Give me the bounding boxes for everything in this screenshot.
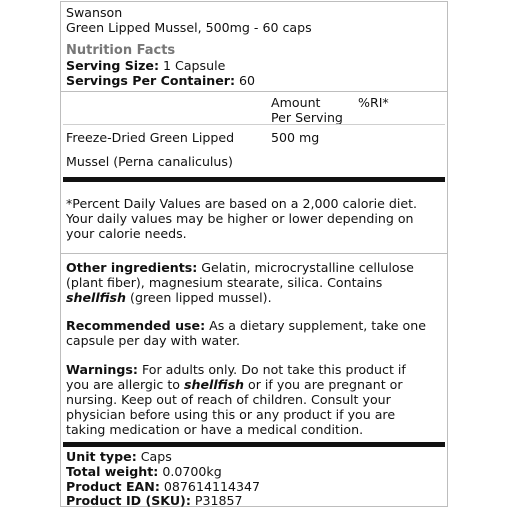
product-ean-row	[66, 479, 260, 494]
product-sku-value: P31857	[194, 493, 243, 508]
brand-name: Swanson	[66, 5, 123, 20]
recommended-use-text: As a dietary supplement, take one	[209, 318, 426, 333]
unit-type-row	[66, 449, 172, 464]
total-weight-label: Total weight:	[66, 464, 159, 479]
recommended-use	[66, 318, 444, 348]
thick-divider	[63, 442, 445, 447]
warnings-text: physician before using this or any product if you are	[66, 407, 396, 422]
amount-header-line1: Amount	[271, 95, 321, 110]
amount-header-line2: Per Serving	[271, 110, 343, 125]
servings-label: Servings Per Container:	[66, 73, 236, 88]
ingredient-name-line2: Mussel (Perna canaliculus)	[66, 154, 233, 169]
other-ingredients-text: Gelatin, microcrystalline cellulose	[201, 260, 414, 275]
divider	[61, 253, 447, 254]
ingredient-name-line1: Freeze-Dried Green Lipped	[66, 130, 235, 145]
serving-size-row	[66, 58, 225, 73]
other-ingredients-text: (green lipped mussel).	[130, 290, 272, 305]
product-sku-row	[66, 493, 243, 508]
shellfish-allergen: shellfish	[66, 290, 127, 305]
serving-size-label: Serving Size:	[66, 58, 160, 73]
servings-value: 60	[239, 73, 256, 88]
unit-type-value: Caps	[140, 449, 172, 464]
ri-header: %RI*	[358, 95, 389, 110]
other-ingredients	[66, 260, 444, 305]
recommended-use-text: capsule per day with water.	[66, 333, 240, 348]
warnings-text: you are allergic to	[66, 377, 180, 392]
footnote-line: your calorie needs.	[66, 226, 187, 241]
unit-type-label: Unit type:	[66, 449, 137, 464]
total-weight-value: 0.0700kg	[162, 464, 222, 479]
daily-value-footnote	[66, 196, 444, 241]
footnote-line: Your daily values may be higher or lower depending on	[66, 211, 414, 226]
warnings-text: taking medication or have a medical condition.	[66, 422, 364, 437]
ingredient-amount: 500 mg	[271, 130, 320, 145]
warnings-text: nursing. Keep out of reach of children. Consult your	[66, 392, 391, 407]
servings-per-container-row	[66, 73, 255, 88]
recommended-use-label: Recommended use:	[66, 318, 206, 333]
nutrition-facts-title: Nutrition Facts	[66, 43, 176, 58]
warnings-text: or if you are pregnant or	[248, 377, 403, 392]
divider	[61, 91, 447, 92]
warnings-text: For adults only. Do not take this product if	[141, 362, 406, 377]
shellfish-allergen: shellfish	[184, 377, 245, 392]
other-ingredients-text: (plant fiber), magnesium stearate, silica. Contains	[66, 275, 383, 290]
product-title: Green Lipped Mussel, 500mg - 60 caps	[66, 20, 312, 35]
warnings-label: Warnings:	[66, 362, 138, 377]
divider	[63, 124, 445, 125]
product-sku-label: Product ID (SKU):	[66, 493, 191, 508]
total-weight-row	[66, 464, 222, 479]
product-ean-value: 087614114347	[163, 479, 261, 494]
serving-size-value: 1 Capsule	[163, 58, 226, 73]
thick-divider	[63, 177, 445, 182]
other-ingredients-label: Other ingredients:	[66, 260, 198, 275]
product-ean-label: Product EAN:	[66, 479, 160, 494]
footnote-line: *Percent Daily Values are based on a 2,000 calorie diet.	[66, 196, 418, 211]
warnings	[66, 362, 444, 437]
supplement-facts-panel	[60, 1, 448, 507]
amount-header	[271, 95, 343, 125]
